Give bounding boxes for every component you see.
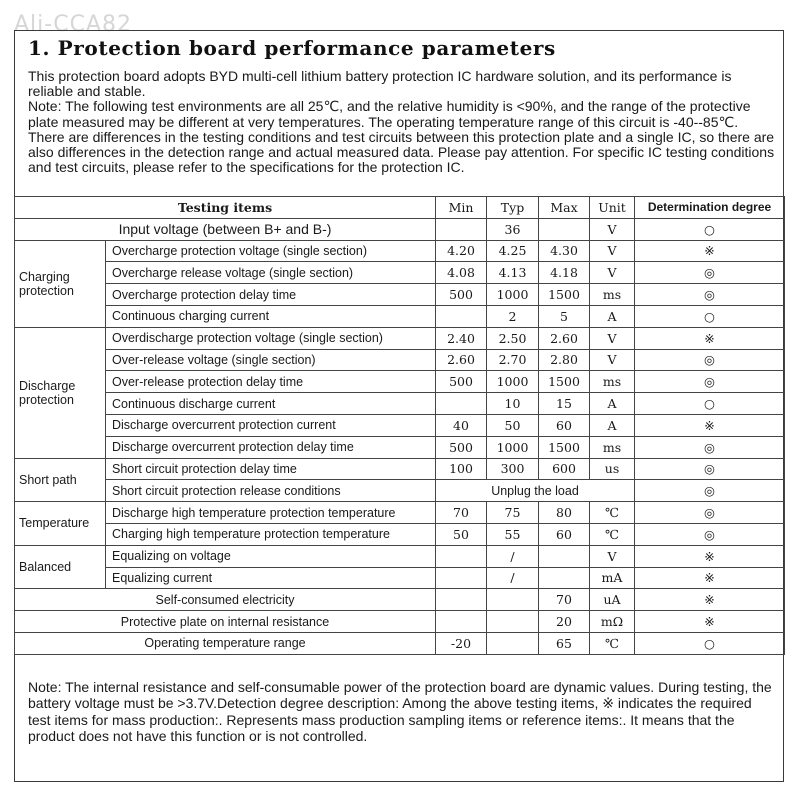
row-min: 2.40: [436, 327, 487, 349]
row-det: ※: [635, 414, 785, 436]
row-det: ※: [635, 240, 785, 262]
row-det: ※: [635, 567, 785, 589]
group-temperature: Temperature: [15, 502, 106, 546]
row-item: Discharge overcurrent protection delay time: [106, 436, 436, 458]
row-typ: 2.50: [487, 327, 539, 349]
row-unit: V: [590, 262, 635, 284]
row-unit: V: [590, 240, 635, 262]
table-row: [15, 436, 785, 458]
row-det: ◎: [635, 480, 785, 502]
row-unit: ℃: [590, 632, 635, 654]
row-max: [539, 545, 590, 567]
row-det: ○: [635, 393, 785, 415]
row-min: 50: [436, 523, 487, 545]
row-typ: 4.25: [487, 240, 539, 262]
row-unit: ms: [590, 371, 635, 393]
row-unit: A: [590, 393, 635, 415]
table-row: [15, 545, 785, 567]
row-max: 4.30: [539, 240, 590, 262]
header-unit: Unit: [590, 197, 635, 219]
row-item: Equalizing current: [106, 567, 436, 589]
row-unit: A: [590, 414, 635, 436]
row-item: Short circuit protection release conditions: [106, 480, 436, 502]
row-unit: ℃: [590, 523, 635, 545]
row-item: Discharge overcurrent protection current: [106, 414, 436, 436]
row-max: 5: [539, 305, 590, 327]
row-typ: [487, 589, 539, 611]
row-min: [436, 393, 487, 415]
row-min: [436, 567, 487, 589]
row-unit: V: [590, 327, 635, 349]
row-min: [436, 218, 487, 240]
row-unit: mΩ: [590, 611, 635, 633]
row-min: 100: [436, 458, 487, 480]
row-max: [539, 218, 590, 240]
row-min: 500: [436, 436, 487, 458]
row-unit: ℃: [590, 502, 635, 524]
row-unit: V: [590, 545, 635, 567]
row-min: [436, 305, 487, 327]
row-det: ※: [635, 589, 785, 611]
row-item: Operating temperature range: [15, 632, 436, 654]
table-row: [15, 305, 785, 327]
row-unit: A: [590, 305, 635, 327]
row-min: 4.20: [436, 240, 487, 262]
row-min: 70: [436, 502, 487, 524]
row-det: ◎: [635, 523, 785, 545]
row-typ: 10: [487, 393, 539, 415]
row-det: ◎: [635, 371, 785, 393]
row-det: ○: [635, 632, 785, 654]
parameters-table: [14, 196, 785, 655]
row-item: Self-consumed electricity: [15, 589, 436, 611]
row-det: ◎: [635, 458, 785, 480]
table-row: [15, 567, 785, 589]
row-unit: ms: [590, 436, 635, 458]
row-min: [436, 589, 487, 611]
header-testing-items: Testing items: [15, 197, 436, 219]
table-row: [15, 502, 785, 524]
row-det: ○: [635, 218, 785, 240]
table-row: [15, 632, 785, 654]
row-min: 2.60: [436, 349, 487, 371]
table-row: [15, 327, 785, 349]
header-min: Min: [436, 197, 487, 219]
row-det: ※: [635, 611, 785, 633]
table-row: [15, 262, 785, 284]
footer-note-text: Note: The internal resistance and self-consumable power of the protection board are dynamic values. During testing, the battery voltage must be >3.7V.Detection degree description: Among the above testing items, ※ indicates the required test items for mass production:. Represents mass production sampling items or reference items:. It means that the product does not have this function or is not controlled.: [28, 679, 772, 745]
row-unit: V: [590, 218, 635, 240]
footer-note: [28, 679, 776, 745]
row-det: ◎: [635, 436, 785, 458]
row-min: [436, 545, 487, 567]
section-title: 1. Protection board performance parameters: [28, 36, 556, 60]
row-min: 40: [436, 414, 487, 436]
row-item: Overdischarge protection voltage (single section): [106, 327, 436, 349]
row-item: Over-release voltage (single section): [106, 349, 436, 371]
row-item: Overcharge protection voltage (single section): [106, 240, 436, 262]
row-item: Over-release protection delay time: [106, 371, 436, 393]
row-min: 4.08: [436, 262, 487, 284]
row-min: [436, 611, 487, 633]
row-max: 60: [539, 414, 590, 436]
header-max: Max: [539, 197, 590, 219]
row-det: ◎: [635, 349, 785, 371]
row-max: 20: [539, 611, 590, 633]
table-row: [15, 284, 785, 306]
intro-paragraph-2: Note: The following test environments are all 25℃, and the relative humidity is <90%, and the range of the protective plate measured may be different at very temperatures. The operating temperature range of this circuit is -40--85℃. There are differences in the testing conditions and test circuits between this protection plate and a single IC, so there are also differences in the detection range and actual measured data. Please pay attention. For specific IC testing conditions and test circuits, please refer to the specifications for the protection IC.: [28, 98, 775, 176]
row-max: 70: [539, 589, 590, 611]
row-typ: 1000: [487, 284, 539, 306]
row-typ: 75: [487, 502, 539, 524]
row-max: 1500: [539, 436, 590, 458]
row-max: 15: [539, 393, 590, 415]
header-determination: Determination degree: [635, 197, 785, 219]
row-item: Input voltage (between B+ and B-): [15, 218, 436, 240]
group-discharge-protection: Discharge protection: [15, 327, 106, 458]
row-max: [539, 567, 590, 589]
row-typ: /: [487, 545, 539, 567]
row-max: 2.60: [539, 327, 590, 349]
row-item: Charging high temperature protection temperature: [106, 523, 436, 545]
row-min: -20: [436, 632, 487, 654]
row-min: 500: [436, 284, 487, 306]
row-release-value: Unplug the load: [436, 480, 635, 502]
row-det: ○: [635, 305, 785, 327]
row-item: Continuous charging current: [106, 305, 436, 327]
row-det: ※: [635, 545, 785, 567]
row-max: 4.18: [539, 262, 590, 284]
table-row: [15, 589, 785, 611]
row-max: 1500: [539, 284, 590, 306]
row-unit: uA: [590, 589, 635, 611]
table-row: [15, 611, 785, 633]
row-item: Overcharge release voltage (single section): [106, 262, 436, 284]
row-max: 60: [539, 523, 590, 545]
row-typ: 300: [487, 458, 539, 480]
row-item: Overcharge protection delay time: [106, 284, 436, 306]
row-typ: 36: [487, 218, 539, 240]
group-short-path: Short path: [15, 458, 106, 502]
row-unit: us: [590, 458, 635, 480]
row-typ: /: [487, 567, 539, 589]
intro-text: [28, 69, 778, 175]
row-item: Equalizing on voltage: [106, 545, 436, 567]
table-row: [15, 414, 785, 436]
row-unit: mA: [590, 567, 635, 589]
row-det: ※: [635, 327, 785, 349]
row-typ: [487, 611, 539, 633]
table-row: [15, 523, 785, 545]
table-row: [15, 393, 785, 415]
row-det: ◎: [635, 284, 785, 306]
group-charging-protection: Charging protection: [15, 240, 106, 327]
row-typ: 2.70: [487, 349, 539, 371]
row-unit: ms: [590, 284, 635, 306]
row-det: ◎: [635, 502, 785, 524]
row-item: Protective plate on internal resistance: [15, 611, 436, 633]
watermark: Ali-CCA82: [14, 12, 132, 37]
table-row: [15, 458, 785, 480]
row-typ: [487, 632, 539, 654]
group-balanced: Balanced: [15, 545, 106, 589]
row-typ: 1000: [487, 371, 539, 393]
row-det: ◎: [635, 262, 785, 284]
row-unit: V: [590, 349, 635, 371]
row-typ: 1000: [487, 436, 539, 458]
row-typ: 4.13: [487, 262, 539, 284]
table-row: [15, 480, 785, 502]
row-max: 1500: [539, 371, 590, 393]
table-row: [15, 240, 785, 262]
table-row: [15, 349, 785, 371]
row-max: 600: [539, 458, 590, 480]
table-header-row: [15, 197, 785, 219]
row-max: 80: [539, 502, 590, 524]
row-typ: 50: [487, 414, 539, 436]
row-item: Discharge high temperature protection temperature: [106, 502, 436, 524]
row-max: 65: [539, 632, 590, 654]
table-row: [15, 218, 785, 240]
row-typ: 2: [487, 305, 539, 327]
intro-paragraph-1: This protection board adopts BYD multi-cell lithium battery protection IC hardware solution, and its performance is reliable and stable.: [28, 68, 732, 100]
row-item: Short circuit protection delay time: [106, 458, 436, 480]
header-typ: Typ: [487, 197, 539, 219]
row-min: 500: [436, 371, 487, 393]
row-max: 2.80: [539, 349, 590, 371]
row-item: Continuous discharge current: [106, 393, 436, 415]
row-typ: 55: [487, 523, 539, 545]
table-row: [15, 371, 785, 393]
